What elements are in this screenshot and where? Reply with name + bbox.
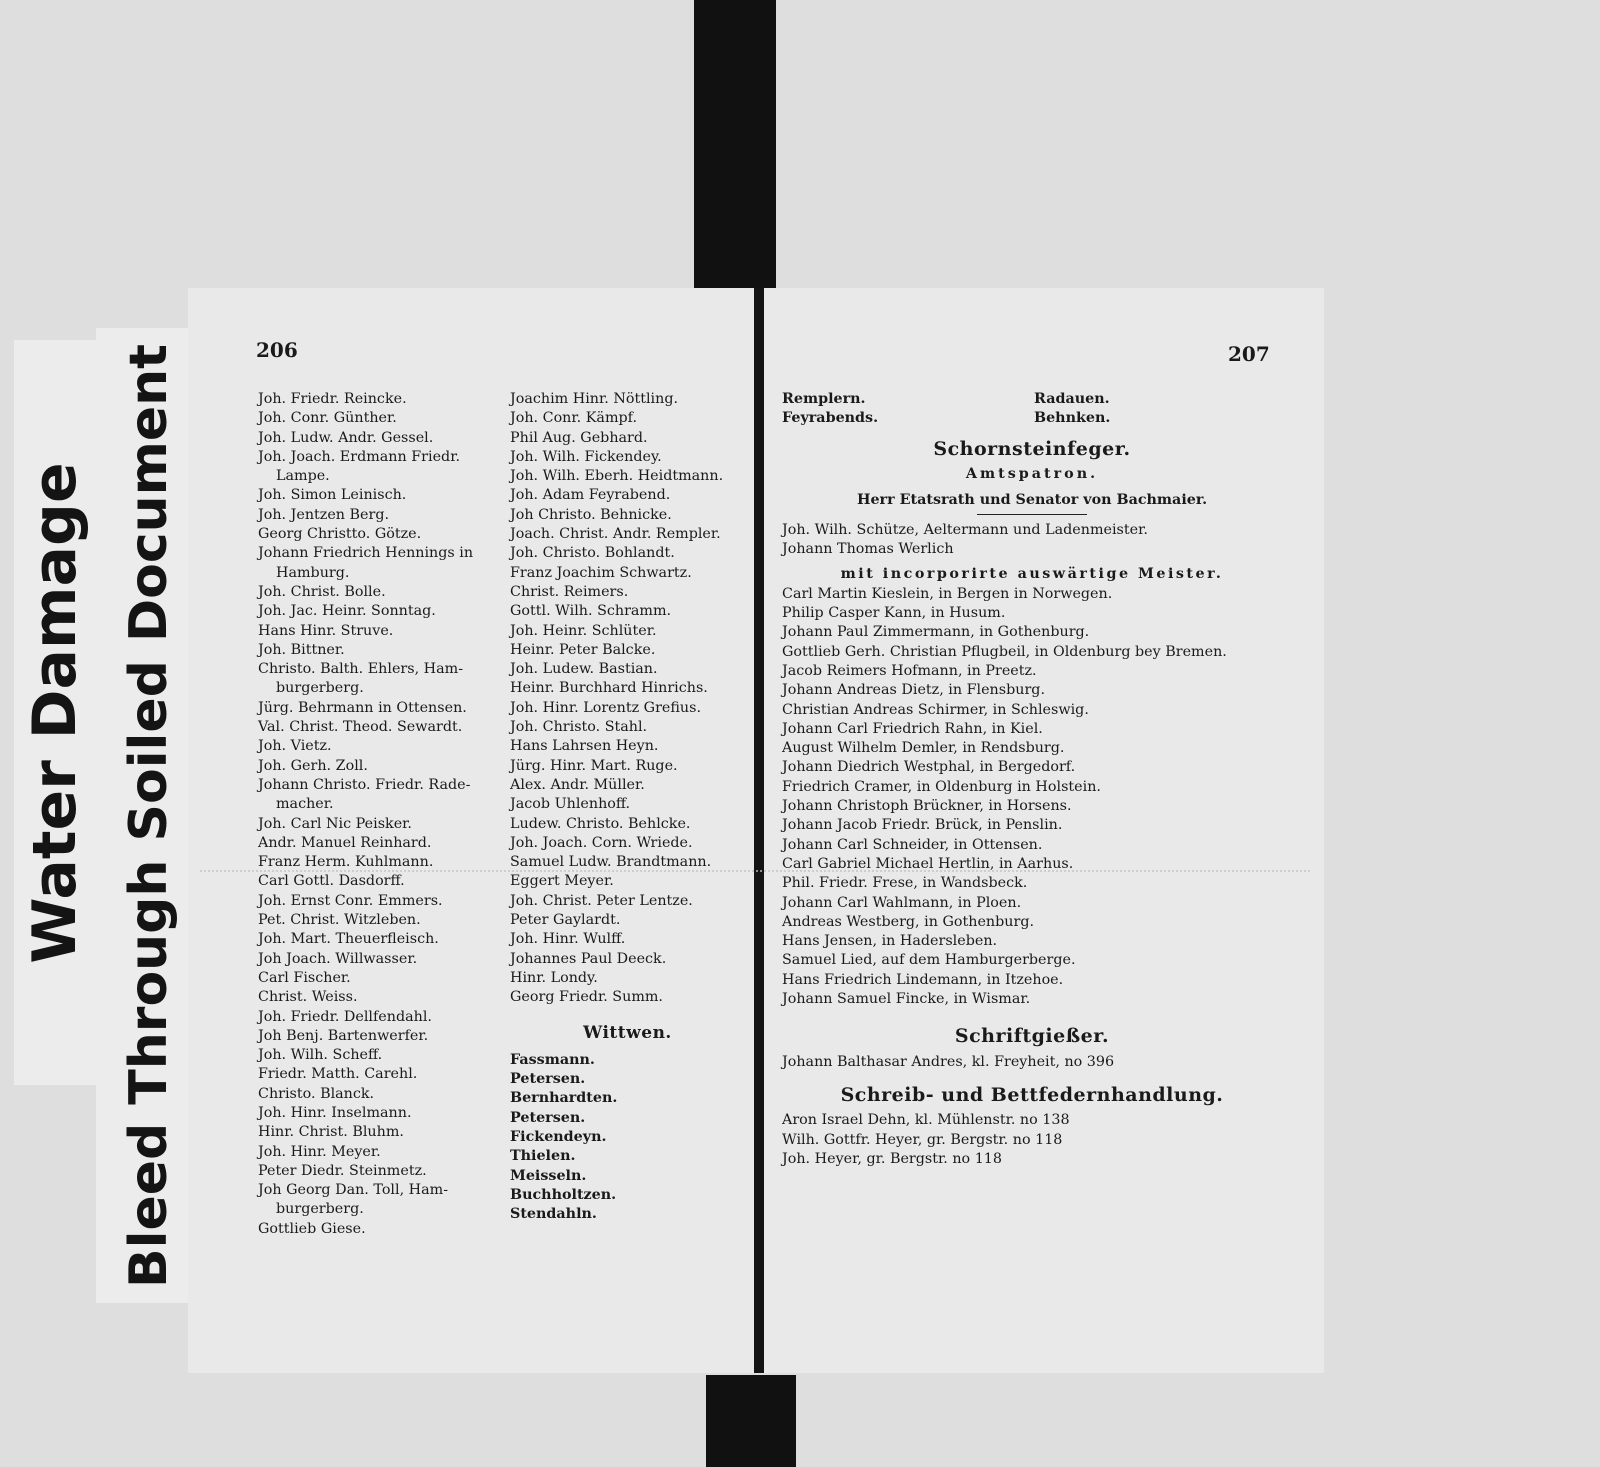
- list-item: Joh. Mart. Theuerfleisch.: [258, 931, 439, 948]
- widow-item: Stendahln.: [510, 1206, 597, 1223]
- widow-item: Thielen.: [510, 1148, 576, 1165]
- list-item: Feyrabends.: [782, 410, 879, 427]
- list-item: Pet. Christ. Witzleben.: [258, 912, 421, 929]
- list-item: Carl Gottl. Dasdorff.: [258, 873, 405, 890]
- list-item: Peter Gaylardt.: [510, 912, 621, 929]
- foreign-master-item: Christian Andreas Schirmer, in Schleswig.: [782, 701, 1089, 718]
- list-item: Samuel Ludw. Brandtmann.: [510, 854, 712, 871]
- list-item: Carl Fischer.: [258, 969, 351, 986]
- list-item: Radauen.: [1034, 391, 1110, 407]
- officers-list: [782, 521, 1282, 560]
- quill-trade-item: Joh. Heyer, gr. Bergstr. no 118: [782, 1150, 1002, 1167]
- list-item: Joh. Conr. Günther.: [258, 410, 397, 427]
- list-item: Joh Georg Dan. Toll, Ham-: [258, 1182, 449, 1199]
- widow-item: Bernhardten.: [510, 1090, 618, 1107]
- widows-heading: Wittwen.: [583, 1022, 672, 1043]
- list-item: Joh. Friedr. Reincke.: [258, 391, 407, 407]
- water-damage-label: [14, 340, 96, 1085]
- typefounder-entry: Johann Balthasar Andres, kl. Freyheit, no 396: [782, 1053, 1115, 1070]
- widows-list: [510, 1051, 745, 1225]
- foreign-master-item: Hans Friedrich Lindemann, in Itzehoe.: [782, 971, 1064, 988]
- list-item: Joh. Ludew. Bastian.: [510, 661, 658, 678]
- foreign-master-item: Johann Carl Schneider, in Ottensen.: [782, 836, 1043, 853]
- list-item: Joh. Joach. Erdmann Friedr.: [258, 448, 461, 465]
- list-item: Johannes Paul Deeck.: [510, 950, 667, 967]
- foreign-master-item: Friedrich Cramer, in Oldenburg in Holstein.: [782, 778, 1101, 795]
- list-item: burgerberg.: [276, 1201, 364, 1218]
- widow-item: Fassmann.: [510, 1051, 595, 1068]
- foreign-master-item: Johann Carl Friedrich Rahn, in Kiel.: [782, 720, 1043, 737]
- list-item: Joh. Christo. Stahl.: [510, 719, 648, 736]
- list-item: Heinr. Peter Balcke.: [510, 641, 656, 658]
- foreign-master-item: Johann Diedrich Westphal, in Bergedorf.: [782, 759, 1076, 776]
- list-item: Heinr. Burchhard Hinrichs.: [510, 680, 708, 697]
- foreign-master-item: Hans Jensen, in Hadersleben.: [782, 933, 998, 950]
- foreign-master-item: Philip Casper Kann, in Husum.: [782, 605, 1006, 622]
- list-item: Joh. Hinr. Meyer.: [258, 1143, 381, 1160]
- list-item: Georg Friedr. Summ.: [510, 989, 663, 1006]
- list-item: Hinr. Christ. Bluhm.: [258, 1124, 404, 1141]
- list-item: Christ. Reimers.: [510, 583, 629, 600]
- list-item: Joh. Heinr. Schlüter.: [510, 622, 657, 639]
- list-item: Val. Christ. Theod. Sewardt.: [258, 719, 463, 736]
- list-item: Joh. Simon Leinisch.: [258, 487, 407, 504]
- officer-item: Johann Thomas Werlich: [782, 541, 954, 558]
- list-item: Andr. Manuel Reinhard.: [258, 834, 432, 851]
- officer-item: Joh. Wilh. Schütze, Aeltermann und Ladenmeister.: [782, 521, 1148, 538]
- right-page-number: 207: [1228, 342, 1270, 366]
- foreign-masters-list: [782, 585, 1282, 1010]
- widow-item: Fickendeyn.: [510, 1128, 607, 1145]
- foreign-masters-heading: mit incorporirte auswärtige Meister.: [840, 566, 1224, 583]
- list-item: Joh. Vietz.: [258, 738, 332, 755]
- list-item: Joach. Christ. Andr. Rempler.: [510, 526, 721, 543]
- list-item: Johann Friedrich Hennings in: [258, 545, 474, 562]
- list-item: Joh. Friedr. Dellfendahl.: [258, 1008, 432, 1025]
- list-item: Jürg. Behrmann in Ottensen.: [258, 699, 467, 716]
- list-item: Ludew. Christo. Behlcke.: [510, 815, 691, 832]
- quill-trade-list: [782, 1111, 1282, 1169]
- foreign-master-item: Gottlieb Gerh. Christian Pflugbeil, in Oldenburg bey Bremen.: [782, 643, 1227, 660]
- list-item: Joh Christo. Behnicke.: [510, 506, 672, 523]
- list-item: Hans Lahrsen Heyn.: [510, 738, 659, 755]
- list-item: Friedr. Matth. Carehl.: [258, 1066, 418, 1083]
- list-item: Gottl. Wilh. Schramm.: [510, 603, 672, 620]
- list-item: burgerberg.: [276, 680, 364, 697]
- quill-trade-heading: Schreib- und Bettfedernhandlung.: [840, 1083, 1224, 1106]
- list-item: Eggert Meyer.: [510, 873, 614, 890]
- list-item: Joh. Hinr. Inselmann.: [258, 1104, 412, 1121]
- list-item: Christo. Balth. Ehlers, Ham-: [258, 661, 464, 678]
- list-item: Joh. Hinr. Wulff.: [510, 931, 626, 948]
- list-item: Joh. Joach. Corn. Wriede.: [510, 834, 693, 851]
- list-item: Joh. Carl Nic Peisker.: [258, 815, 412, 832]
- list-item: Joh. Wilh. Eberh. Heidtmann.: [510, 468, 724, 485]
- book-gutter: [754, 288, 764, 1373]
- foreign-master-item: Phil. Friedr. Frese, in Wandsbeck.: [782, 875, 1028, 892]
- amtspatron-heading: Amtspatron.: [965, 466, 1099, 483]
- list-item: Joh. Ludw. Andr. Gessel.: [258, 429, 434, 446]
- carryover-right: [1034, 390, 1110, 429]
- bleed-through-text: Bleed Through Soiled Document: [119, 343, 179, 1288]
- list-item: Joh. Gerh. Zoll.: [258, 757, 368, 774]
- list-item: Joh. Ernst Conr. Emmers.: [258, 892, 443, 909]
- list-item: Remplern.: [782, 391, 866, 407]
- foreign-master-item: Samuel Lied, auf dem Hamburgerberge.: [782, 952, 1076, 969]
- foreign-master-item: Johann Andreas Dietz, in Flensburg.: [782, 682, 1045, 699]
- list-item: Joh. Adam Feyrabend.: [510, 487, 671, 504]
- foreign-master-item: Johann Samuel Fincke, in Wismar.: [782, 991, 1031, 1008]
- list-item: Lampe.: [276, 468, 330, 485]
- list-item: Jacob Uhlenhoff.: [510, 796, 631, 813]
- list-item: Gottlieb Giese.: [258, 1220, 366, 1237]
- list-item: Franz Herm. Kuhlmann.: [258, 854, 434, 871]
- film-strip-top: [694, 0, 776, 290]
- right-column: [782, 390, 1282, 1169]
- foreign-master-item: Jacob Reimers Hofmann, in Preetz.: [782, 662, 1037, 679]
- bleed-through-label: [96, 328, 202, 1303]
- widow-item: Buchholtzen.: [510, 1186, 617, 1203]
- list-item: Georg Christto. Götze.: [258, 526, 422, 543]
- typefounders-heading: Schriftgießer.: [954, 1025, 1110, 1048]
- masters-list-continued: [510, 390, 745, 1008]
- list-item: Joh. Wilh. Fickendey.: [510, 448, 662, 465]
- list-item: Hans Hinr. Struve.: [258, 622, 394, 639]
- list-item: Alex. Andr. Müller.: [510, 776, 645, 793]
- foreign-master-item: Johann Christoph Brückner, in Horsens.: [782, 798, 1072, 815]
- list-item: Christ. Weiss.: [258, 989, 358, 1006]
- foreign-master-item: Carl Martin Kieslein, in Bergen in Norwegen.: [782, 585, 1113, 602]
- list-item: Christo. Blanck.: [258, 1085, 375, 1102]
- list-item: macher.: [276, 796, 334, 813]
- list-item: Joh. Hinr. Lorentz Grefius.: [510, 699, 702, 716]
- quill-trade-item: Aron Israel Dehn, kl. Mühlenstr. no 138: [782, 1112, 1070, 1129]
- foreign-master-item: Johann Jacob Friedr. Brück, in Penslin.: [782, 817, 1063, 834]
- carryover-names: [782, 390, 1282, 430]
- list-item: Joh Benj. Bartenwerfer.: [258, 1027, 429, 1044]
- widow-item: Petersen.: [510, 1109, 586, 1126]
- list-item: Hinr. Londy.: [510, 969, 598, 986]
- carryover-left: [782, 390, 878, 429]
- left-column-2: [510, 390, 745, 1224]
- list-item: Joh. Jentzen Berg.: [258, 506, 390, 523]
- list-item: Joh. Conr. Kämpf.: [510, 410, 637, 427]
- film-strip-bottom: [706, 1375, 796, 1467]
- list-item: Behnken.: [1034, 410, 1111, 427]
- list-item: Hamburg.: [276, 564, 350, 581]
- list-item: Joh. Bittner.: [258, 641, 345, 658]
- list-item: Phil Aug. Gebhard.: [510, 429, 648, 446]
- widow-item: Petersen.: [510, 1071, 586, 1088]
- list-item: Peter Diedr. Steinmetz.: [258, 1162, 427, 1179]
- foreign-master-item: Carl Gabriel Michael Hertlin, in Aarhus.: [782, 855, 1074, 872]
- foreign-master-item: August Wilhelm Demler, in Rendsburg.: [782, 740, 1065, 757]
- left-column-1: [258, 390, 473, 1239]
- patron-line: Herr Etatsrath und Senator von Bachmaier.: [856, 491, 1208, 508]
- foreign-master-item: Johann Paul Zimmermann, in Gothenburg.: [782, 624, 1090, 641]
- foreign-master-item: Johann Carl Wahlmann, in Ploen.: [782, 894, 1022, 911]
- list-item: Joh Joach. Willwasser.: [258, 950, 418, 967]
- list-item: Joh. Wilh. Scheff.: [258, 1047, 383, 1064]
- divider-rule: [977, 514, 1087, 515]
- quill-trade-item: Wilh. Gottfr. Heyer, gr. Bergstr. no 118: [782, 1131, 1063, 1148]
- left-page-number: 206: [256, 338, 298, 362]
- list-item: Franz Joachim Schwartz.: [510, 564, 692, 581]
- list-item: Joachim Hinr. Nöttling.: [510, 391, 679, 407]
- list-item: Joh. Christo. Bohlandt.: [510, 545, 675, 562]
- list-item: Joh. Christ. Peter Lentze.: [510, 892, 693, 909]
- list-item: Jürg. Hinr. Mart. Ruge.: [510, 757, 678, 774]
- widow-item: Meisseln.: [510, 1167, 587, 1184]
- list-item: Johann Christo. Friedr. Rade-: [258, 776, 471, 793]
- water-damage-text: Water Damage: [20, 461, 90, 964]
- list-item: Joh. Jac. Heinr. Sonntag.: [258, 603, 436, 620]
- foreign-master-item: Andreas Westberg, in Gothenburg.: [782, 913, 1035, 930]
- chimney-sweeps-heading: Schornsteinfeger.: [933, 438, 1131, 460]
- list-item: Joh. Christ. Bolle.: [258, 583, 386, 600]
